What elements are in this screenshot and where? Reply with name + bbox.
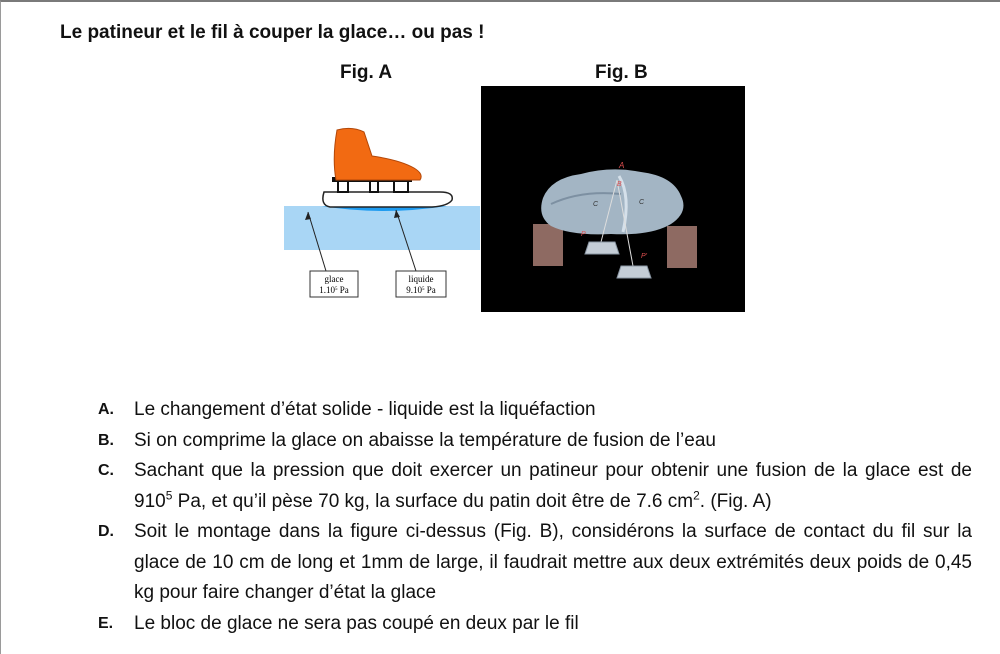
question-list (92, 395, 972, 639)
fig-b-ice-block-photo (481, 86, 745, 312)
fig-a-skate-illustration (282, 88, 482, 303)
question-text: Sachant que la pression que doit exercer un patineur pour obtenir une fusion de la glace est de $910^5$ Pa, et qu’il pèse 70 kg, la surface du patin doit être de 7.6 $cm^2$. (Fig. A) (134, 460, 972, 512)
glace-tag-label: glace (324, 274, 344, 284)
point-label-p-prime: P' (641, 253, 648, 260)
ice-block (541, 169, 683, 234)
question-letter: D. (98, 523, 114, 540)
question-text: Le changement d’état solide - liquide est la liquéfaction (134, 399, 596, 420)
question-text: Si on comprime la glace on abaisse la température de fusion de l’eau (134, 429, 716, 451)
left-support (533, 224, 563, 266)
point-label-p: P (581, 231, 586, 238)
question-letter: A. (98, 401, 114, 418)
question-a (92, 395, 972, 426)
point-label-c-right: C (639, 199, 645, 206)
fig-b-label: Fig. B (595, 62, 648, 83)
page-title: Le patineur et le fil à couper la glace… ou pas ! (60, 22, 485, 43)
question-letter: C. (98, 462, 114, 479)
weight-left (585, 242, 619, 254)
question-b (92, 426, 972, 457)
question-letter: B. (98, 431, 114, 449)
right-support (667, 226, 697, 268)
point-label-c-left: C (593, 201, 599, 208)
glace-tag-value: 1.10$^5$ Pa (319, 285, 349, 295)
question-letter: E. (98, 614, 114, 632)
question-e (92, 609, 972, 640)
question-text: Le bloc de glace ne sera pas coupé en deux par le fil (134, 612, 579, 634)
point-label-a: A (619, 161, 625, 170)
skate-blade (323, 192, 452, 207)
liquide-tag-label: liquide (408, 274, 434, 284)
point-label-b: B (617, 181, 622, 188)
skate-boot (334, 128, 421, 180)
question-d (92, 517, 972, 609)
liquide-tag-value: 9.10$^5$ Pa (406, 285, 436, 295)
weight-right (617, 266, 651, 278)
question-text: Soit le montage dans la figure ci-dessus (Fig. B), considérons la surface de contact du fil sur la glace de 10 cm de long et 1mm de large, il faudrait mettre aux deux extrémités deux poids de 0,45 kg pour faire changer d’état la glace (134, 521, 972, 603)
question-c (92, 456, 972, 517)
fig-a-label: Fig. A (340, 62, 393, 83)
